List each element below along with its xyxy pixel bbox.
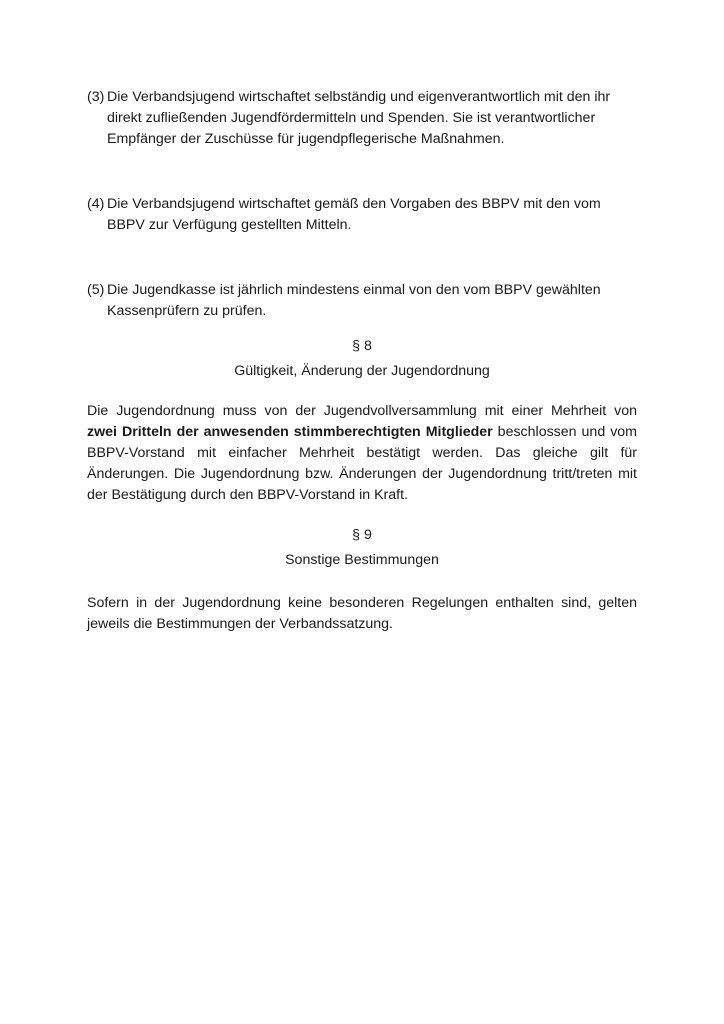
bold-text: zwei Dritteln der anwesenden stimmberechtigten Mitglieder	[87, 424, 493, 440]
list-item	[87, 194, 647, 236]
paragraph-line: der Bestätigung durch den BBPV-Vorstand in Kraft.	[87, 487, 408, 503]
item-line: BBPV zur Verfügung gestellten Mitteln.	[107, 217, 352, 233]
item-line: Die Jugendkasse ist jährlich mindestens einmal von den vom BBPV gewählten	[107, 282, 601, 298]
paragraph-line	[87, 422, 637, 443]
item-line: Die Verbandsjugend wirtschaftet selbständig und eigenverantwortlich mit den ihr	[107, 89, 611, 105]
item-line: Kassenprüfern zu prüfen.	[107, 303, 267, 319]
list-item	[87, 87, 647, 150]
item-number: (5)	[87, 282, 105, 298]
paragraph-line: jeweils die Bestimmungen der Verbandssatzung.	[87, 616, 393, 632]
section-paragraph	[87, 593, 637, 635]
section-number: § 9	[352, 527, 372, 543]
section-title: Sonstige Bestimmungen	[285, 552, 439, 568]
section-title: Gültigkeit, Änderung der Jugendordnung	[234, 363, 490, 379]
item-line: Die Verbandsjugend wirtschaftet gemäß den Vorgaben des BBPV mit den vom	[107, 196, 601, 212]
paragraph-text: beschlossen und vom	[492, 424, 637, 440]
paragraph-line: BBPV-Vorstand mit einfacher Mehrheit bestätigt werden. Das gleiche gilt für	[87, 445, 637, 461]
paragraph-line: Die Jugendordnung muss von der Jugendvollversammlung mit einer Mehrheit von	[87, 403, 637, 419]
list-item	[87, 280, 647, 322]
paragraph-line: Sofern in der Jugendordnung keine besonderen Regelungen enthalten sind, gelten	[87, 595, 637, 611]
item-number: (3)	[87, 89, 105, 105]
item-text	[87, 280, 647, 322]
paragraph-line: Änderungen. Die Jugendordnung bzw. Änderungen der Jugendordnung tritt/treten mit	[87, 466, 637, 482]
item-number: (4)	[87, 196, 105, 212]
item-text	[87, 194, 647, 236]
section-paragraph	[87, 401, 637, 506]
item-line: Empfänger der Zuschüsse für jugendpflegerische Maßnahmen.	[107, 131, 505, 147]
item-text	[87, 87, 647, 150]
item-line: direkt zufließenden Jugendfördermitteln und Spenden. Sie ist verantwortlicher	[107, 110, 596, 126]
section-number: § 8	[352, 338, 372, 354]
